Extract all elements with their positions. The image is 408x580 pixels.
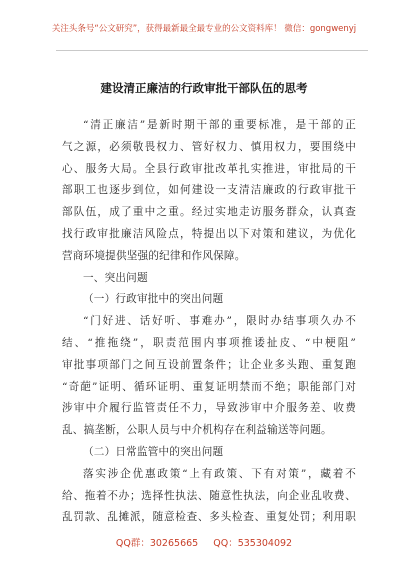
body-line: “门好进、话好听、事难办”，限时办结事项久办不 xyxy=(83,315,356,328)
subsection-heading: （二）日常监管中的突出问题 xyxy=(83,445,224,458)
body-line: 落实涉企优惠政策“上有政策、下有对策”，藏着不 xyxy=(83,467,356,480)
body-line: 部职工也逐步到位，如何建设一支清洁廉政的行政审批干 xyxy=(62,184,356,197)
body-line: 结、“推拖绕”，职责范围内事项推诿扯皮、“中梗阻” xyxy=(62,336,356,349)
document-title: 建设清正廉洁的行政审批干部队伍的思考 xyxy=(100,81,308,95)
body-line: 乱罚款、乱摊派，随意检查、多头检查、重复处罚；利用职 xyxy=(62,511,356,524)
body-line: 部队伍，成了重中之重。经过实地走访服务群众，认真查 xyxy=(62,206,356,219)
body-line: 找行政审批廉洁风险点，特提出以下对策和建议，为优化 xyxy=(62,227,356,240)
subsection-heading: （一）行政审批中的突出问题 xyxy=(83,293,224,306)
qq-group-text: QQ群：30265665 xyxy=(115,538,199,549)
document-body xyxy=(62,115,356,529)
body-line: 乱、搞垄断，公职人员与中介机构存在利益输送等问题。 xyxy=(62,424,332,437)
body-line: 涉审中介履行监管责任不力，导致涉审中介服务差、收费 xyxy=(62,402,356,415)
body-line: “奇葩”证明、循环证明、重复证明禁而不绝；职能部门对 xyxy=(62,380,356,393)
body-line: “清正廉洁”是新时期干部的重要标准，是干部的正 xyxy=(83,119,356,131)
body-line: 审批事项部门之间互设前置条件；让企业多头跑、重复跑 xyxy=(62,358,356,371)
body-line: 心、服务大局。全县行政审批改革扎实推进，审批局的干 xyxy=(62,162,356,175)
body-line: 给、拖着不办；选择性执法、随意性执法，向企业乱收费、 xyxy=(62,489,356,502)
qq-number-text: QQ：535304092 xyxy=(213,538,293,549)
body-line: 营商环境提供坚强的纪律和作风保障。 xyxy=(62,249,246,262)
body-line: 气之源，必须敬畏权力、管好权力、慎用权力，要围绕中 xyxy=(62,140,356,153)
promo-banner: 关注头条号“公文研究”，获得最新最全最专业的公文资料库！ 微信：gongwenyj xyxy=(51,24,357,34)
contact-footer xyxy=(0,535,408,549)
section-heading: 一、突出问题 xyxy=(83,271,148,284)
header-divider xyxy=(56,50,368,51)
